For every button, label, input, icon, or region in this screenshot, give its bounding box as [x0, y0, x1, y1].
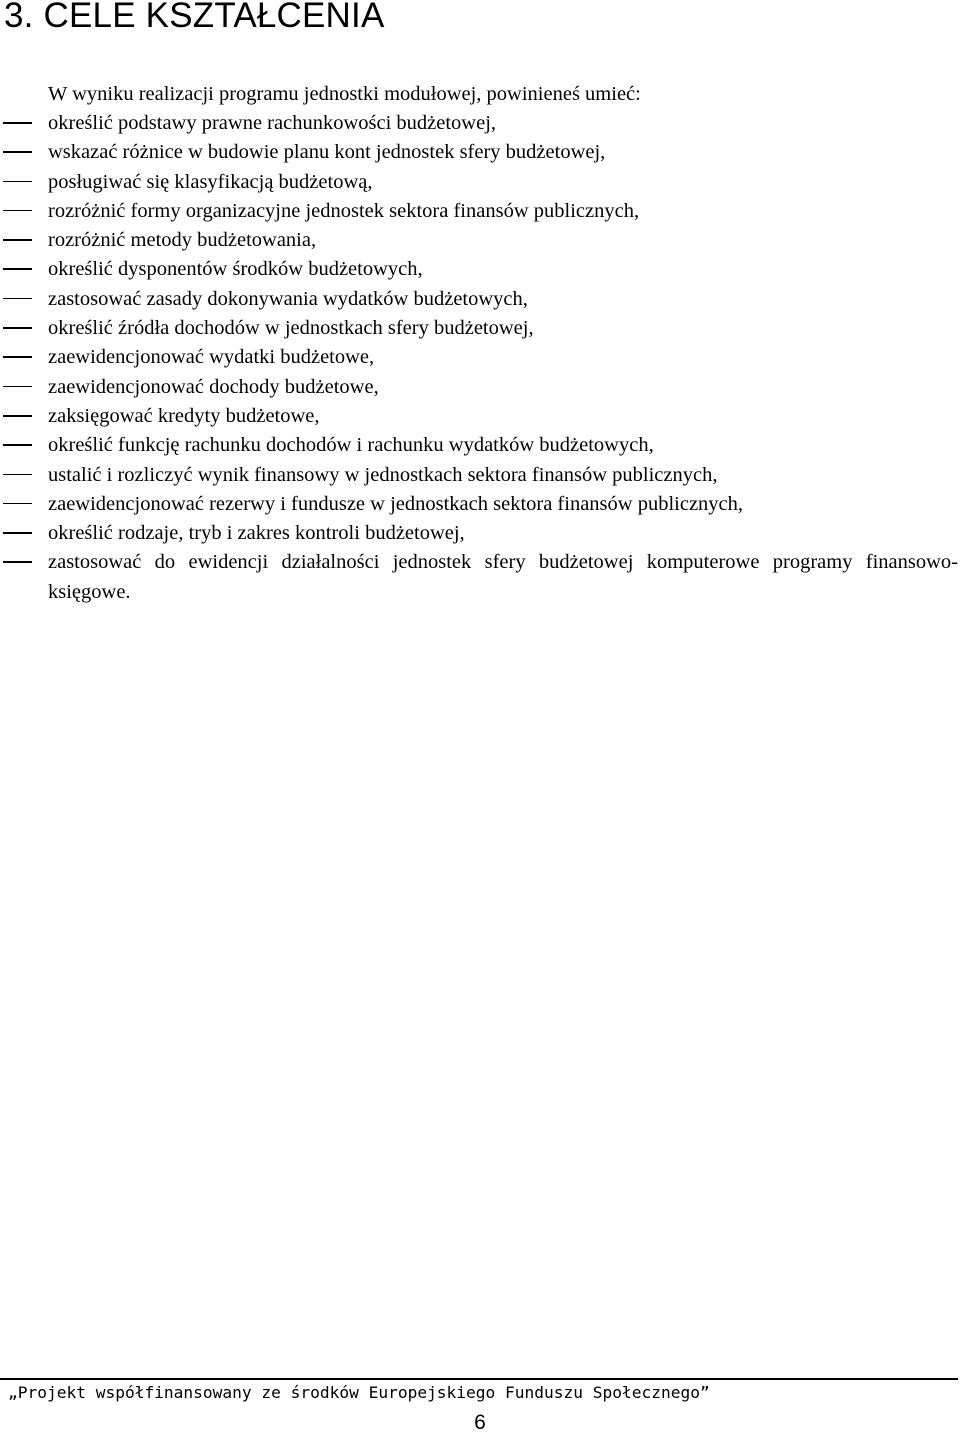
list-item — [0, 343, 958, 372]
footer-divider — [0, 1378, 958, 1380]
dash-bullet-icon — [3, 122, 32, 124]
list-item — [0, 519, 958, 548]
page-number: 6 — [474, 1411, 486, 1434]
dash-bullet-icon — [3, 356, 32, 358]
list-item — [0, 431, 958, 460]
list-item-text: określić źródła dochodów w jednostkach sfery budżetowej, — [48, 317, 534, 340]
dash-bullet-icon — [3, 298, 32, 300]
list-item — [0, 461, 958, 490]
list-item — [0, 402, 958, 431]
dash-bullet-icon — [3, 181, 32, 183]
list-item — [0, 548, 958, 607]
list-item-text: zastosować do ewidencji działalności jednostek sfery budżetowej komputerowe programy finansowo-księgowe. — [48, 551, 958, 603]
list-item-text: zaewidencjonować wydatki budżetowe, — [48, 346, 375, 369]
list-item-text: zaewidencjonować dochody budżetowe, — [48, 375, 379, 398]
list-item — [0, 226, 958, 255]
intro-sentence: W wyniku realizacji programu jednostki modułowej, powinieneś umieć: — [48, 83, 641, 105]
list-item-text: wskazać różnice w budowie planu kont jednostek sfery budżetowej, — [48, 141, 606, 164]
dash-bullet-icon — [3, 268, 32, 270]
list-item — [0, 109, 958, 138]
dash-bullet-icon — [3, 503, 32, 505]
dash-bullet-icon — [3, 239, 32, 241]
list-item — [0, 255, 958, 284]
list-item-text: zastosować zasady dokonywania wydatków budżetowych, — [48, 287, 528, 310]
section-heading: 3. CELE KSZTAŁCENIA — [4, 0, 385, 35]
list-item — [0, 168, 958, 197]
learning-objectives-list — [0, 109, 958, 607]
dash-bullet-icon — [3, 532, 32, 534]
list-item-text: określić rodzaje, tryb i zakres kontroli budżetowej, — [48, 522, 465, 545]
list-item-text: określić podstawy prawne rachunkowości budżetowej, — [48, 112, 497, 134]
list-item-text: rozróżnić formy organizacyjne jednostek sektora finansów publicznych, — [48, 199, 640, 222]
dash-bullet-icon — [3, 210, 32, 212]
dash-bullet-icon — [3, 386, 32, 388]
list-item-text: rozróżnić metody budżetowania, — [48, 229, 317, 252]
list-item-text: określić dysponentów środków budżetowych, — [48, 258, 423, 281]
dash-bullet-icon — [3, 474, 32, 476]
list-item-text: ustalić i rozliczyć wynik finansowy w jednostkach sektora finansów publicznych, — [48, 463, 718, 486]
list-item — [0, 373, 958, 402]
list-item-text: określić funkcję rachunku dochodów i rachunku wydatków budżetowych, — [48, 434, 654, 457]
dash-bullet-icon — [3, 444, 32, 446]
list-item-text: zaksięgować kredyty budżetowe, — [48, 404, 320, 427]
list-item-text: zaewidencjonować rezerwy i fundusze w jednostkach sektora finansów publicznych, — [48, 492, 744, 515]
footer-project-note: „Projekt współfinansowany ze środków Europejskiego Funduszu Społecznego” — [8, 1383, 710, 1402]
dash-bullet-icon — [3, 415, 32, 417]
list-item — [0, 285, 958, 314]
list-item — [0, 138, 958, 167]
dash-bullet-icon — [3, 561, 32, 563]
list-item — [0, 197, 958, 226]
list-item — [0, 490, 958, 519]
list-item — [0, 314, 958, 343]
list-item-text: posługiwać się klasyfikacją budżetową, — [48, 170, 373, 193]
dash-bullet-icon — [3, 151, 32, 153]
dash-bullet-icon — [3, 327, 32, 329]
